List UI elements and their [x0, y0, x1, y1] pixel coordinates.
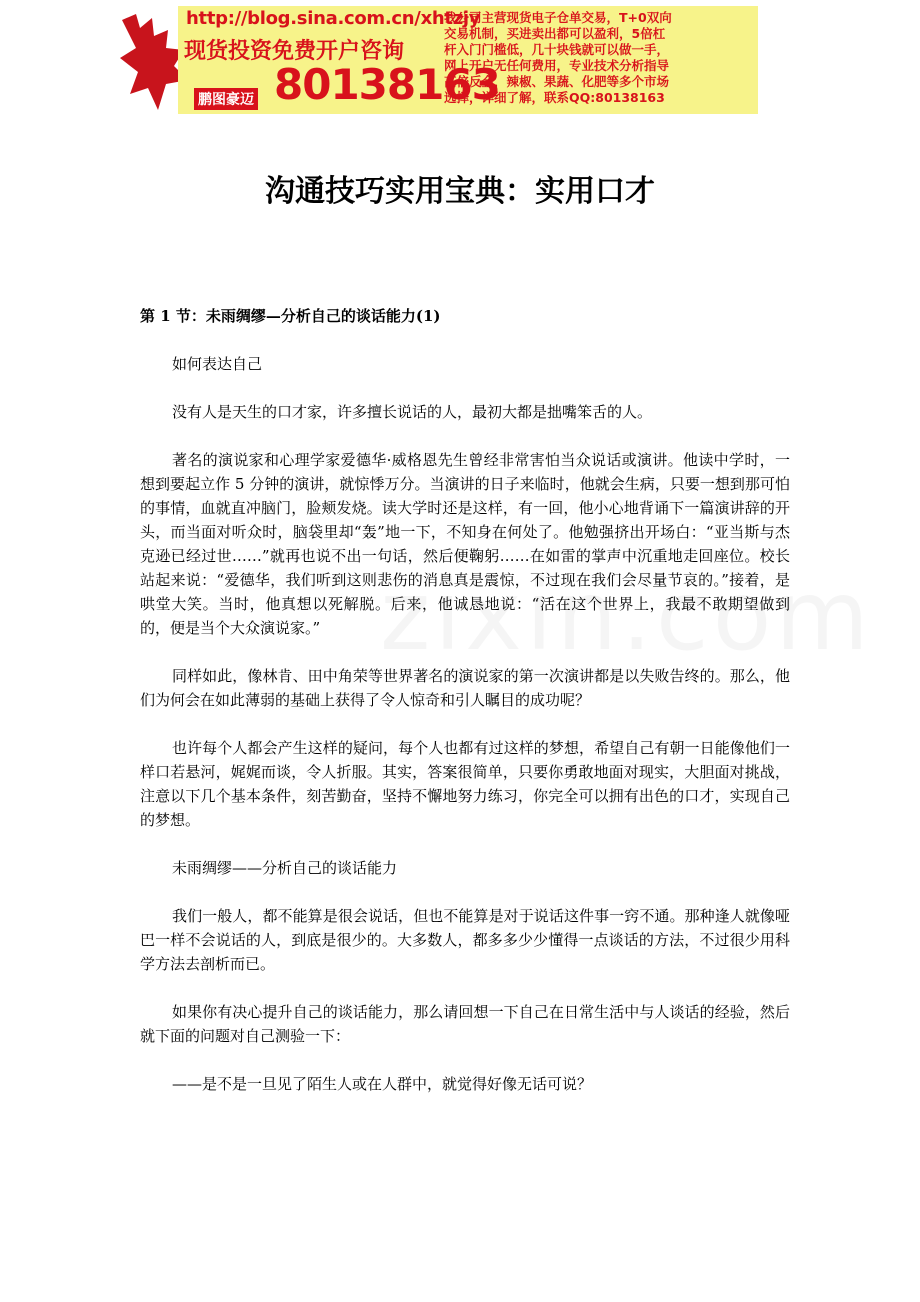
paragraph: 也许每个人都会产生这样的疑问，每个人也都有过这样的梦想，希望自己有朝一日能像他们一样口若悬河，娓娓而谈，令人折服。其实，答案很简单，只要你勇敢地面对现实，大胆面对挑战，注意以下几个基本条件，刻苦勤奋，坚持不懈地努力练习，你完全可以拥有出色的口才，实现自己的梦想。	[140, 739, 790, 829]
paragraph: 同样如此，像林肯、田中角荣等世界著名的演说家的第一次演讲都是以失败告终的。那么，他们为何会在如此薄弱的基础上获得了令人惊奇和引人瞩目的成功呢？	[140, 667, 790, 709]
paragraph: 没有人是天生的口才家，许多擅长说话的人，最初大都是拙嘴笨舌的人。	[172, 403, 653, 421]
paragraph: ——是不是一旦见了陌生人或在人群中，就觉得好像无话可说？	[172, 1075, 593, 1093]
ad-desc-line: 网上开户无任何费用，专业技术分析指导	[444, 58, 670, 73]
paragraph: 未雨绸缪——分析自己的谈话能力	[172, 859, 398, 877]
ad-description	[444, 10, 756, 106]
ad-desc-line: 我公司主营现货电子仓单交易，T+0双向	[444, 10, 672, 25]
paragraph: 著名的演说家和心理学家爱德华·威格恩先生曾经非常害怕当众说话或演讲。他读中学时，一想到要起立作 5 分钟的演讲，就惊悸万分。当演讲的日子来临时，他就会生病，只要一想到那可怕的事情，血就直冲脑门，脸颊发烧。读大学时还是这样，有一回，他小心地背诵下一篇演讲辞的开头，而当面对听众时，脑袋里却“轰”地一下，不知身在何处了。他勉强挤出开场白：“亚当斯与杰克逊已经过世……”就再也说不出一句话，然后便鞠躬……在如雷的掌声中沉重地走回座位。校长站起来说：“爱德华，我们听到这则悲伤的消息真是震惊，不过现在我们会尽量节哀的。”接着，是哄堂大笑。当时，他真想以死解脱。后来，他诚恳地说：“活在这个世界上，我最不敢期望做到的，便是当个大众演说家。”	[140, 451, 790, 637]
ad-desc-line: 高倍反金，辣椒、果蔬、化肥等多个市场	[444, 74, 670, 89]
paragraph: 如何表达自己	[172, 355, 263, 373]
ad-box	[178, 6, 758, 114]
ad-desc-line: 选择，详细了解，联系QQ:80138163	[444, 90, 665, 105]
ad-brand: 鹏图豪迈	[194, 88, 258, 110]
ad-phone-number: 80138163	[274, 60, 500, 109]
document-body	[140, 304, 790, 1120]
ad-url[interactable]: http://blog.sina.com.cn/xhtzjy	[186, 8, 481, 29]
ad-desc-line: 交易机制，买进卖出都可以盈利，5倍杠	[444, 26, 666, 41]
ad-tagline: 现货投资免费开户咨询	[184, 39, 405, 64]
paragraph: 我们一般人，都不能算是很会说话，但也不能算是对于说话这件事一窍不通。那种逢人就像哑巴一样不会说话的人，到底是很少的。大多数人，都多多少少懂得一点谈话的方法，不过很少用科学方法去剖析而已。	[140, 907, 790, 973]
ad-desc-line: 杆入门门槛低，几十块钱就可以做一手，	[444, 42, 670, 57]
ad-banner[interactable]	[118, 6, 758, 114]
section-heading: 第 1 节：未雨绸缪—分析自己的谈话能力(1)	[140, 307, 441, 325]
document-title: 沟通技巧实用宝典：实用口才	[265, 174, 655, 209]
paragraph: 如果你有决心提升自己的谈话能力，那么请回想一下自己在日常生活中与人谈话的经验，然后就下面的问题对自己测验一下：	[140, 1003, 790, 1045]
